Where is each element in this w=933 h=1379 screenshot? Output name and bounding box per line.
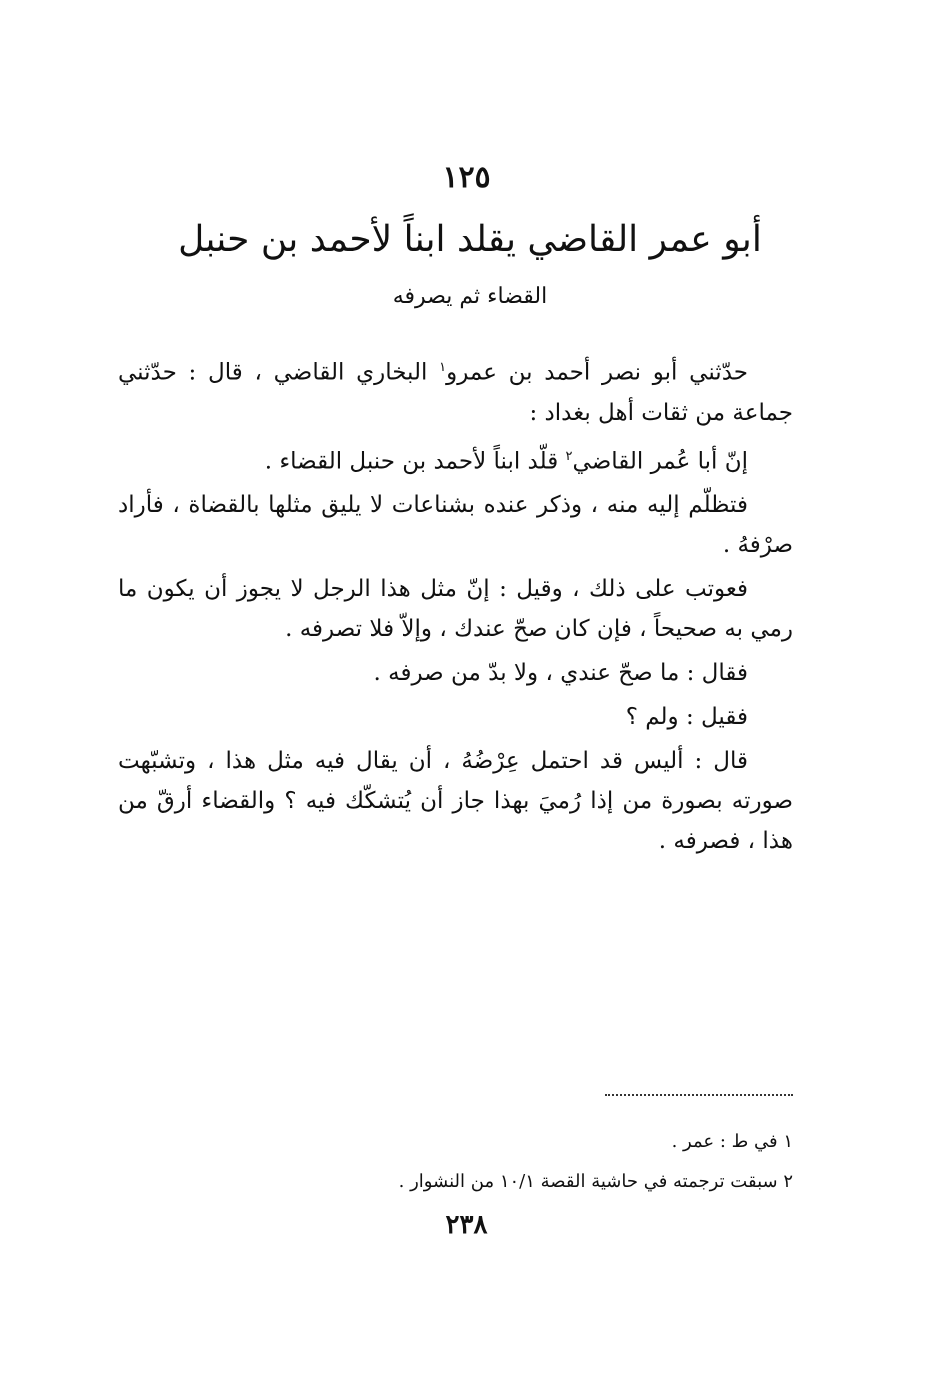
- paragraph-6: فقيل : ولم ؟: [625, 704, 748, 731]
- paragraph-text: البخاري القاضي ، قال : حدّثني جماعة من ثقات أهل بغداد :: [118, 359, 793, 426]
- story-title: أبو عمر القاضي يقلد ابناً لأحمد بن حنبل: [178, 219, 762, 260]
- story-subtitle: القضاء ثم يصرفه: [392, 284, 548, 309]
- footnote-divider: [605, 1094, 793, 1096]
- paragraph-1: [118, 348, 793, 433]
- footnote-1: ١ في ط : عمر .: [671, 1131, 793, 1152]
- page-number: ٢٣٨: [445, 1210, 488, 1240]
- story-number: ١٢٥: [442, 160, 491, 195]
- paragraph-4: فعوتب على ذلك ، وقيل : إنّ مثل هذا الرجل لا يجوز أن يكون ما رمي به صحيحاً ، فإن كان صحّ عندك ، وإلاّ فلا تصرفه .: [118, 576, 793, 643]
- footnote-ref-2: ٢: [565, 448, 573, 464]
- footnote-2: ٢ سبقت ترجمته في حاشية القصة ١٠/١ من النشوار .: [398, 1171, 793, 1192]
- paragraph-5: فقال : ما صحّ عندي ، ولا بدّ من صرفه .: [373, 660, 748, 687]
- paragraph-text: إنّ أبا عُمر القاضي: [572, 448, 748, 475]
- paragraph-3: فتظلّم إليه منه ، وذكر عنده بشناعات لا يليق مثلها بالقضاة ، فأراد صرْفهُ .: [118, 492, 793, 559]
- paragraph-text: حدّثني أبو نصر أحمد بن عمرو: [446, 359, 748, 386]
- footnotes: [118, 1122, 793, 1202]
- paragraph-text: قلّد ابناً لأحمد بن حنبل القضاء .: [264, 448, 566, 475]
- paragraph-7: قال : أليس قد احتمل عِرْضُهُ ، أن يقال فيه مثل هذا ، وتشبّهت صورته بصورة من إذا رُميَ بهذا جاز أن يُتشكّك فيه ؟ والقضاء أرقّ من هذا ، فصرفه .: [118, 748, 793, 855]
- paragraph-2: [118, 437, 793, 482]
- story-body: [118, 348, 793, 865]
- footnote-ref-1: ١: [439, 360, 447, 375]
